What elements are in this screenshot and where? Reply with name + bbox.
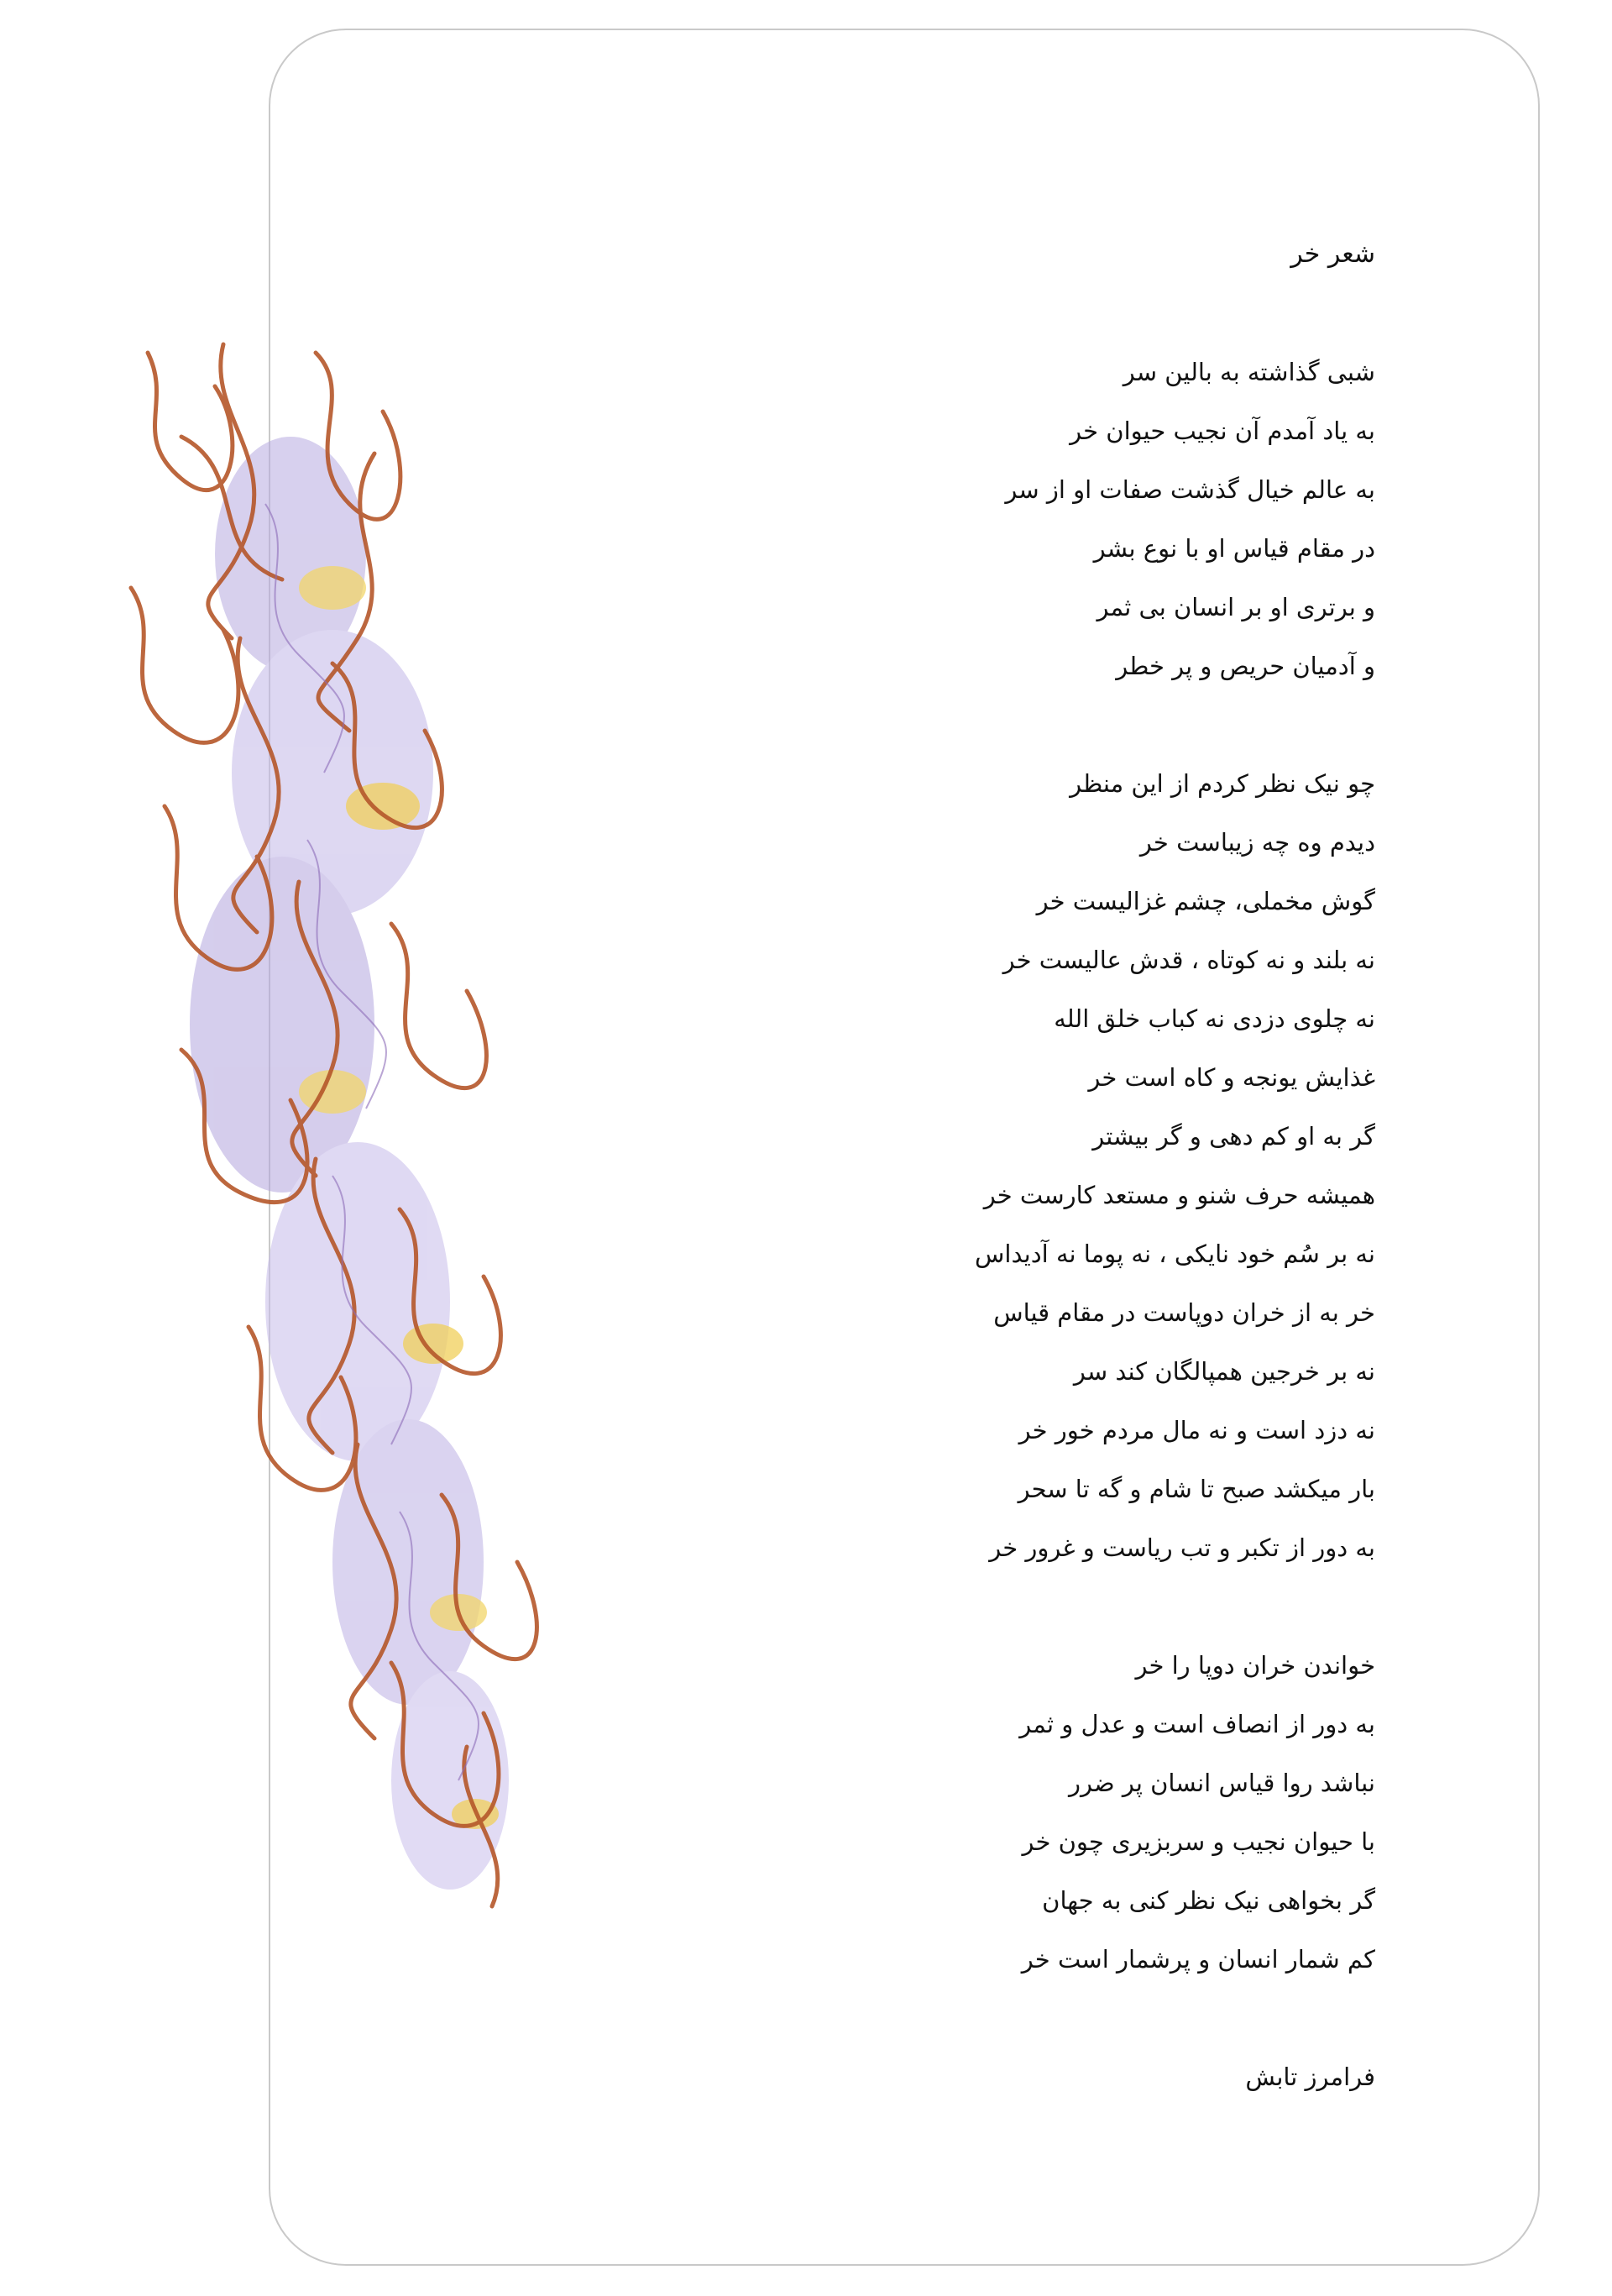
poem-line: خر به از خران دوپاست در مقام قیاس xyxy=(993,1298,1375,1327)
poem-line: به دور از انصاف است و عدل و ثمر xyxy=(1019,1710,1375,1738)
stanza-3 xyxy=(620,1636,1375,1989)
poem-line: دیدم وه چه زیباست خر xyxy=(1139,828,1375,857)
poem-line: بار میکشد صبح تا شام و گه تا سحر xyxy=(1018,1475,1375,1503)
poem-line: در مقام قیاس او با نوع بشر xyxy=(1093,534,1375,563)
poem-line: غذایش یونجه و کاه است خر xyxy=(1088,1063,1375,1092)
poem-line: نه دزد است و نه مال مردم خور خر xyxy=(1018,1416,1375,1444)
calligraphy-ornament xyxy=(81,336,559,1932)
poem-line: و آدمیان حریص و پر خطر xyxy=(1116,652,1375,680)
poem-author: فرامرز تابش xyxy=(1245,2063,1375,2091)
poem-line: نباشد روا قیاس انسان پر ضرر xyxy=(1068,1769,1375,1797)
stanza-2 xyxy=(620,754,1375,1577)
poem-line: خواندن خران دوپا را خر xyxy=(1135,1651,1375,1680)
stanza-1 xyxy=(620,343,1375,695)
poem-line: با حیوان نجیب و سربزیری چون خر xyxy=(1022,1827,1375,1856)
poem-line: به دور از تکبر و تب ریاست و غرور خر xyxy=(989,1533,1375,1562)
poem-line: چو نیک نظر کردم از این منظر xyxy=(1070,769,1375,798)
poem-line: همیشه حرف شنو و مستعد کارست خر xyxy=(983,1181,1375,1209)
poem-line: نه بر خرجین همپالگان کند سر xyxy=(1073,1357,1375,1386)
poem-title: شعر خر xyxy=(1290,239,1375,269)
poem-line: گوش مخملی، چشم غزالیست خر xyxy=(1036,887,1375,915)
poem-line: و برتری او بر انسان بی ثمر xyxy=(1096,593,1375,621)
poem-line: به عالم خیال گذشت صفات او از سر xyxy=(1005,475,1375,504)
poem-line: نه بر سُم خود نایکی ، نه پوما نه آدیداس xyxy=(975,1240,1375,1268)
poem-line: نه چلوی دزدی نه کباب خلق الله xyxy=(1054,1004,1375,1033)
poem-line: گر بخواهی نیک نظر کنی به جهان xyxy=(1042,1886,1375,1915)
poem-line: شبی گذاشته به بالین سر xyxy=(1123,358,1375,386)
poem-line: گر به او کم دهی و گر بیشتر xyxy=(1092,1122,1375,1151)
poem-line: به یاد آمدم آن نجیب حیوان خر xyxy=(1070,417,1375,445)
poem-line: نه بلند و نه کوتاه ، قدش عالیست خر xyxy=(1002,946,1375,974)
poem-line: کم شمار انسان و پرشمار است خر xyxy=(1021,1945,1375,1974)
poem-block xyxy=(620,225,1375,2106)
